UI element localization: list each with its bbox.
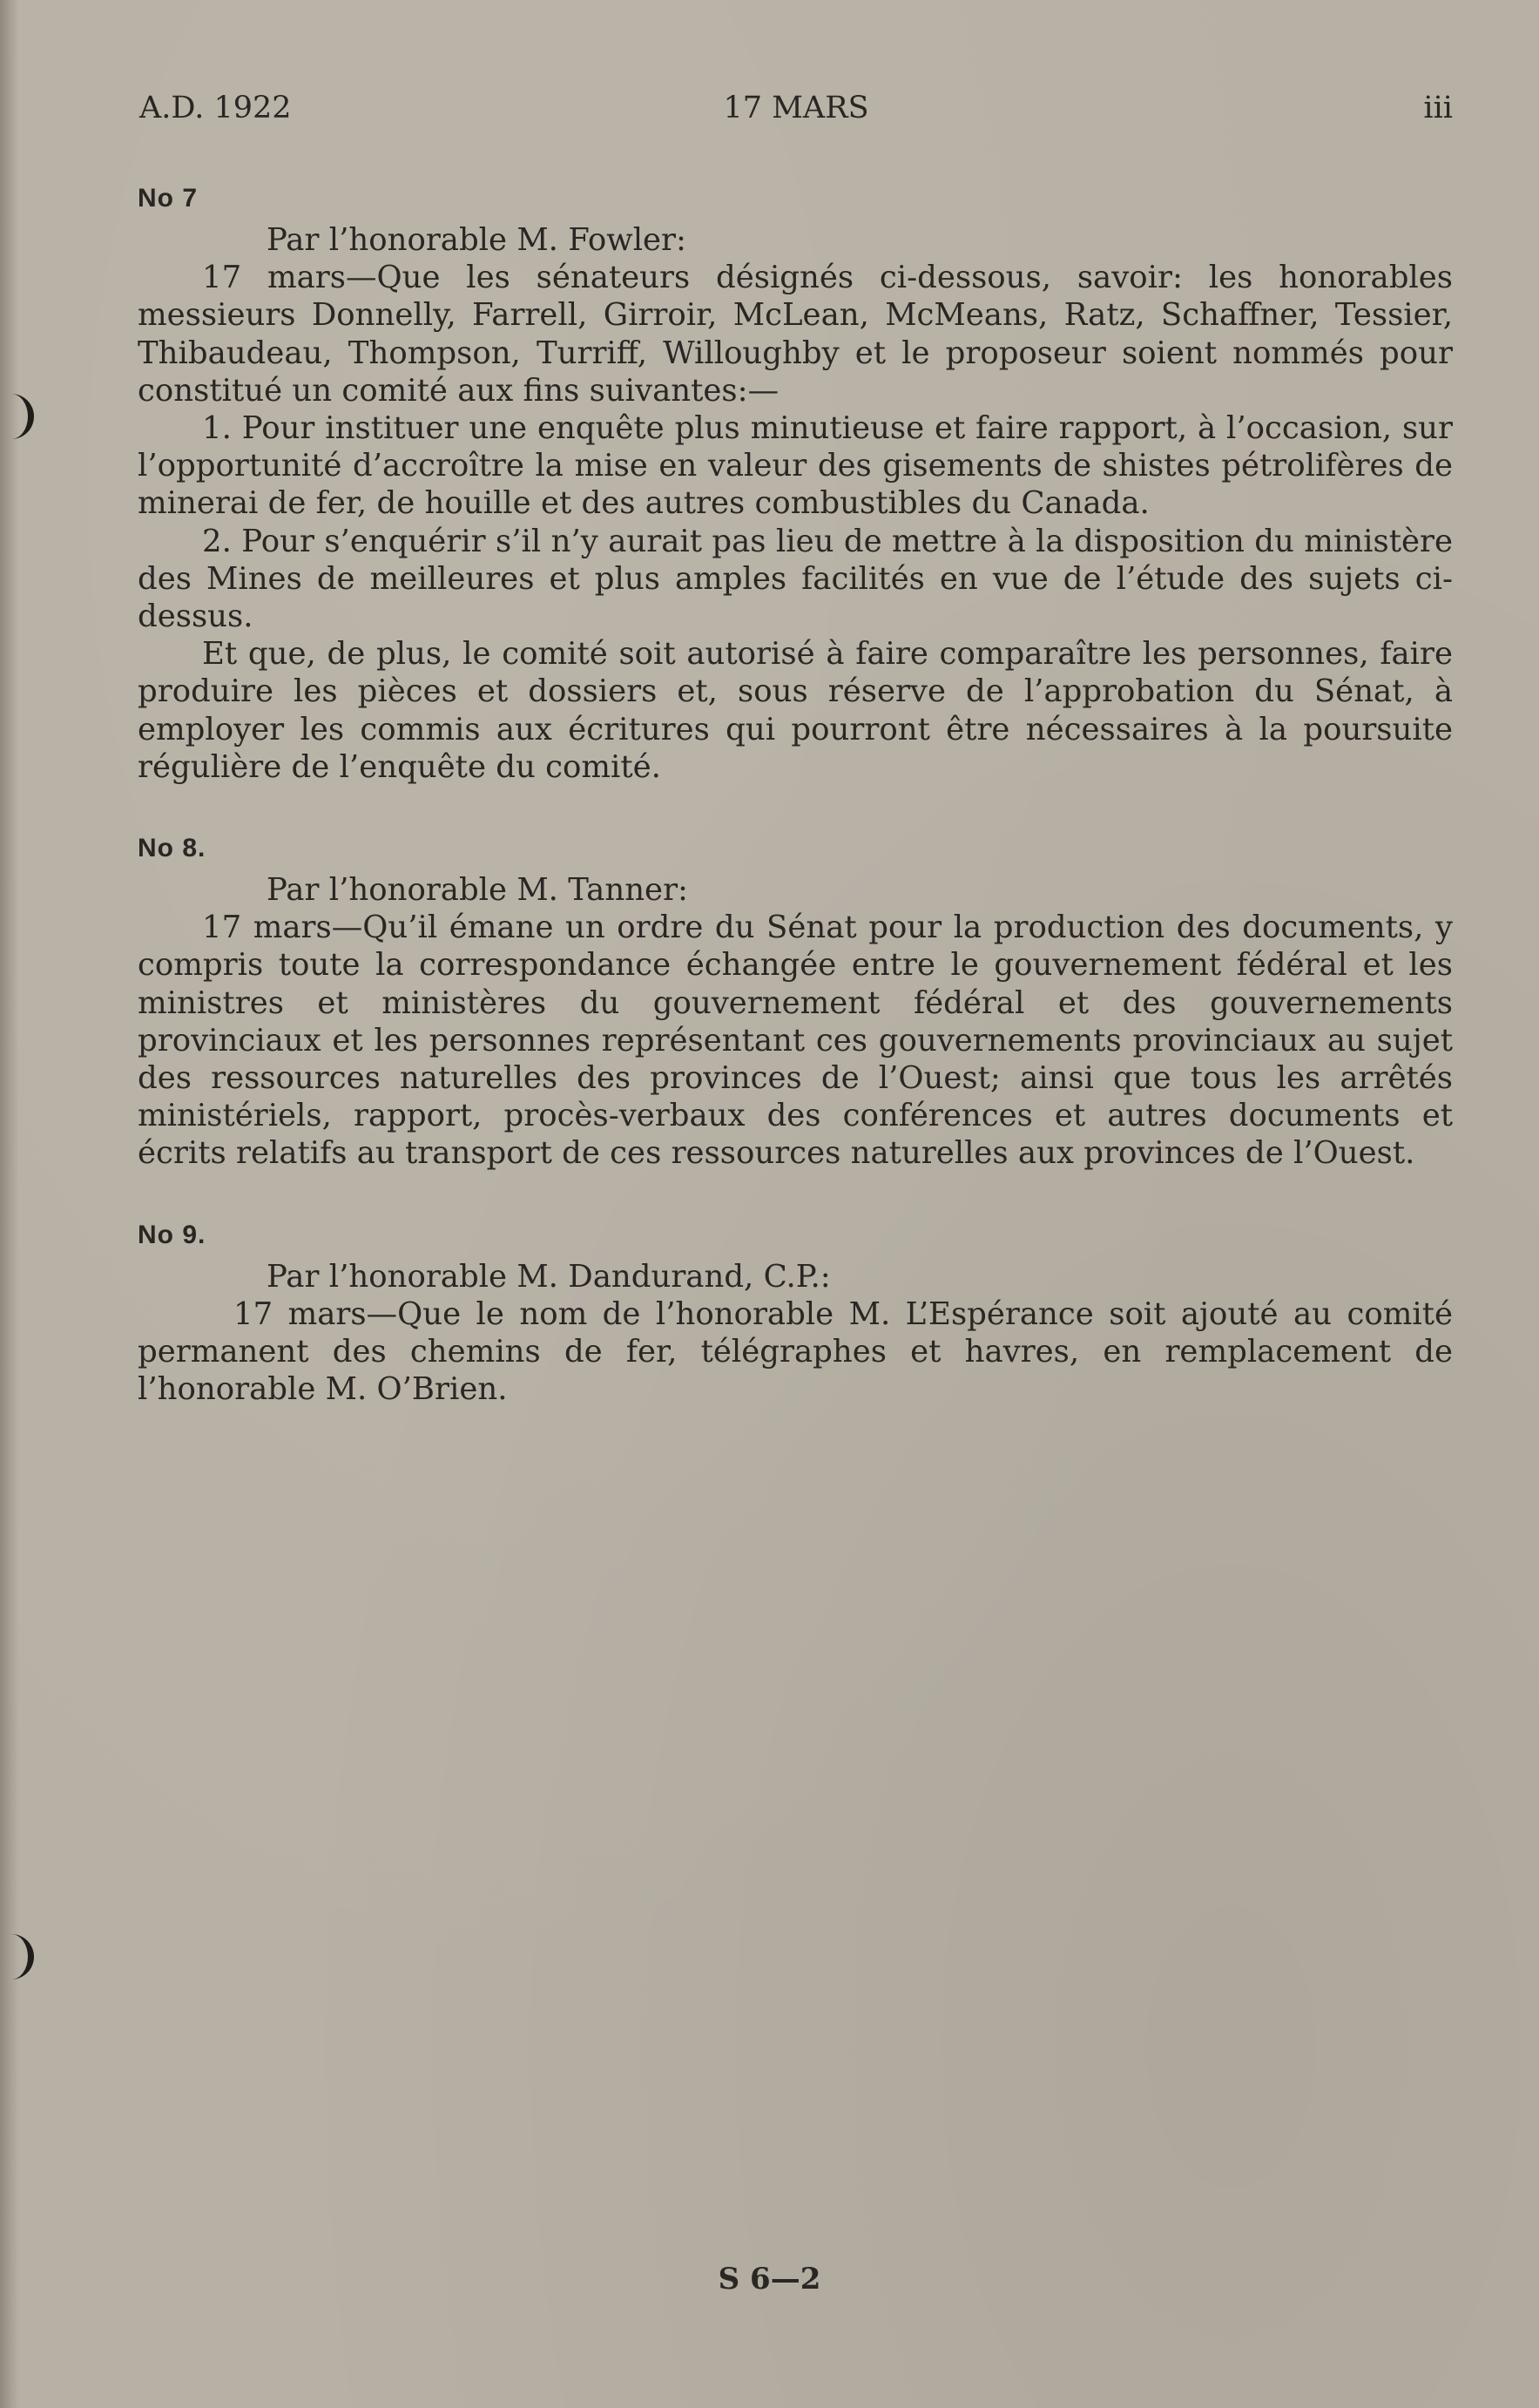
motion-paragraph: 17 mars—Que les sénateurs désignés ci-dessous, savoir: les honorables messieurs Donnelly, Farrell, Girroir, McLean, McMeans, Ratz, Schaffner, Tessier, Thibaudeau, Thompson, Turriff, Willoughby et le proposeur soient nommés pour constitué un comité aux fins suivantes:— xyxy=(138,260,1453,409)
motion-no-9 xyxy=(138,1216,1453,1409)
header-date: 17 MARS xyxy=(723,91,869,125)
motion-mover: Par l’honorable M. Tanner: xyxy=(267,872,688,909)
motion-paragraph: Et que, de plus, le comité soit autorisé à faire comparaître les personnes, faire produire les pièces et dossiers et, sous réserve de l’approbation du Sénat, à employer les commis aux écritures qui pourront être nécessaires à la poursuite régulière de l’enquête du comité. xyxy=(138,636,1453,785)
motion-paragraph: 2. Pour s’enquérir s’il n’y aurait pas lieu de mettre à la disposition du ministère des Mines de meilleures et plus amples facilités en vue de l’étude des sujets ci-dessus. xyxy=(138,523,1453,635)
binding-hole-bottom xyxy=(5,1934,34,1979)
motion-number: No 9. xyxy=(138,1220,206,1249)
motion-mover: Par l’honorable M. Fowler: xyxy=(267,222,686,258)
signature-mark: S 6—2 xyxy=(718,2262,821,2296)
motion-no-8 xyxy=(138,829,1453,1173)
motion-number: No 8. xyxy=(138,834,206,863)
motion-paragraph: 17 mars—Qu’il émane un ordre du Sénat pour la production des documents, y compris toute la correspondance échangée entre le gouvernement fédéral et les ministres et ministères du gouvernement fédéral et des gouvernements provinciaux et les personnes représentant ces gouvernements provinciaux au sujet des ressources naturelles des provinces de l’Ouest; ainsi que tous les arrêtés ministériels, rapport, procès-verbaux des conférences et autres documents et écrits relatifs au transport de ces ressources naturelles aux provinces de l’Ouest. xyxy=(138,910,1453,1172)
motion-paragraph: 17 mars—Que le nom de l’honorable M. L’Espérance soit ajouté au comité permanent des chemins de fer, télégraphes et havres, en remplacement de l’honorable M. O’Brien. xyxy=(138,1295,1453,1408)
motion-paragraph: 1. Pour instituer une enquête plus minutieuse et faire rapport, à l’occasion, sur l’opportunité d’accroître la mise en valeur des gisements de shistes pétrolifères de minerai de fer, de houille et des autres combustibles du Canada. xyxy=(138,410,1453,522)
header-page-number: iii xyxy=(1423,91,1453,125)
header-year: A.D. 1922 xyxy=(139,91,292,125)
motion-mover: Par l’honorable M. Dandurand, C.P.: xyxy=(267,1258,831,1295)
running-head xyxy=(139,91,1453,129)
motion-no-7 xyxy=(138,179,1453,786)
motion-number: No 7 xyxy=(138,184,199,213)
page-left-edge xyxy=(0,0,19,2408)
binding-hole-top xyxy=(5,394,34,439)
motions-list xyxy=(138,179,1453,1408)
